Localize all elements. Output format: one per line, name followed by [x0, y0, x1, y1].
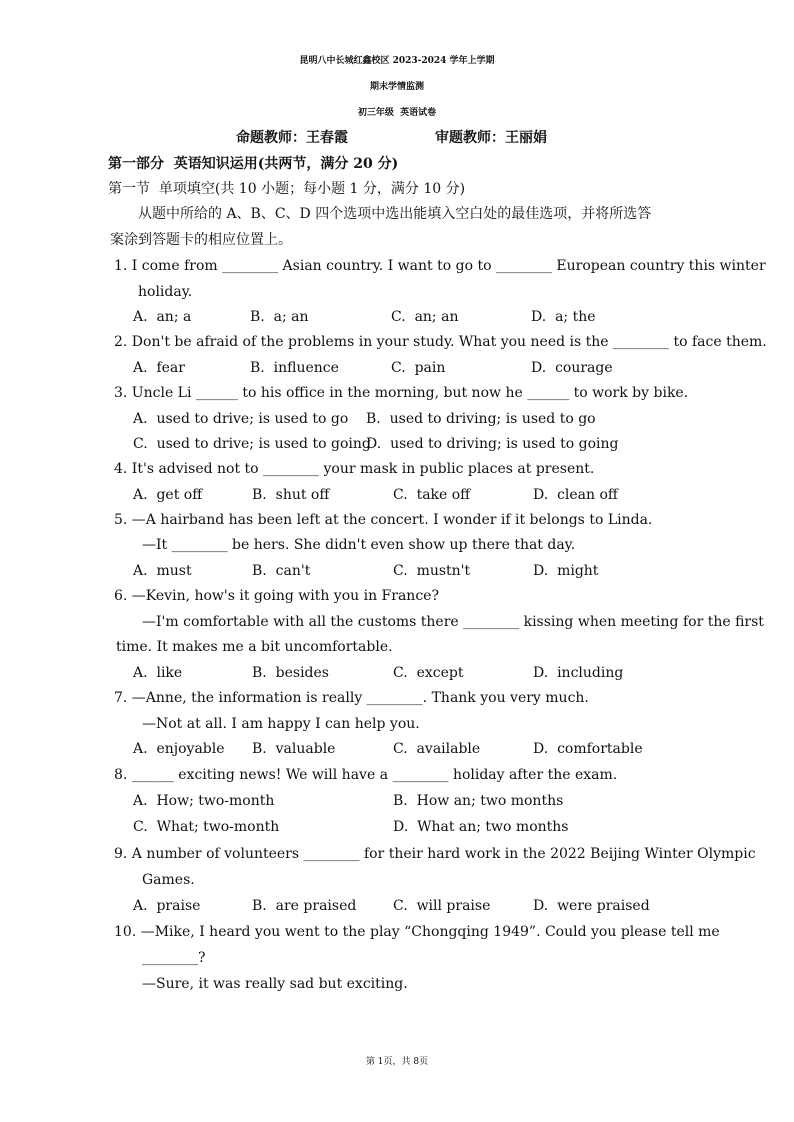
q4-option-b[interactable]: B. shut off [252, 487, 330, 503]
q2-option-c[interactable]: C. pain [391, 360, 446, 376]
question-9-text: 9. A number of volunteers ________ for their hard work in the 2022 Beijing Winter Olympic [114, 846, 756, 862]
exam-title: 期末学情监测 [369, 82, 424, 92]
q7-option-c[interactable]: C. available [393, 741, 481, 757]
q7-option-a[interactable]: A. enjoyable [133, 741, 225, 757]
q6-option-c[interactable]: C. except [393, 665, 464, 681]
q4-option-c[interactable]: C. take off [393, 487, 471, 503]
q3-option-a[interactable]: A. used to drive; is used to go [133, 411, 349, 427]
setter-name: 命题教师：王春霞 [236, 130, 348, 146]
question-1-cont: holiday. [138, 284, 193, 300]
q3-option-c[interactable]: C. used to drive; is used to going [133, 436, 371, 452]
q3-option-b[interactable]: B. used to driving; is used to go [366, 411, 596, 427]
q7-option-d[interactable]: D. comfortable [533, 741, 643, 757]
instruction-line-1: 从题中所给的 A、B、C、D 四个选项中选出能填入空白处的最佳选项，并将所选答 [138, 206, 652, 222]
q5-option-b[interactable]: B. can't [252, 563, 311, 579]
q5-option-d[interactable]: D. might [533, 563, 599, 579]
q1-option-b[interactable]: B. a; an [250, 309, 309, 325]
page-number: 第 1页，共 8页 [365, 1057, 429, 1067]
q4-option-d[interactable]: D. clean off [533, 487, 618, 503]
question-8-text: 8. ______ exciting news! We will have a ________ holiday after the exam. [114, 767, 618, 783]
question-6-cont-2: time. It makes me a bit uncomfortable. [116, 639, 393, 655]
q6-option-d[interactable]: D. including [533, 665, 624, 681]
q8-option-c[interactable]: C. What; two-month [133, 819, 280, 835]
q6-option-a[interactable]: A. like [133, 665, 183, 681]
q5-option-a[interactable]: A. must [133, 563, 192, 579]
q2-option-b[interactable]: B. influence [250, 360, 339, 376]
q6-option-b[interactable]: B. besides [252, 665, 329, 681]
question-6-text: 6. —Kevin, how's it going with you in France? [114, 588, 439, 604]
question-5-cont: —It ________ be hers. She didn't even show up there that day. [142, 537, 576, 553]
q9-option-d[interactable]: D. were praised [533, 898, 650, 914]
q4-option-a[interactable]: A. get off [133, 487, 203, 503]
question-2-text: 2. Don't be afraid of the problems in your study. What you need is the ________ to face them. [114, 334, 767, 350]
reviewer-name: 审题教师：王丽娟 [435, 130, 547, 146]
question-9-cont: Games. [142, 872, 195, 888]
q3-option-d[interactable]: D. used to driving; is used to going [366, 436, 619, 452]
question-5-text: 5. —A hairband has been left at the concert. I wonder if it belongs to Linda. [114, 512, 653, 528]
question-1-text: 1. I come from ________ Asian country. I want to go to ________ European country this winter [114, 258, 766, 274]
q5-option-c[interactable]: C. mustn't [393, 563, 471, 579]
q9-option-c[interactable]: C. will praise [393, 898, 491, 914]
q9-option-a[interactable]: A. praise [133, 898, 201, 914]
instruction-line-2: 案涂到答题卡的相应位置上。 [110, 232, 292, 248]
q2-option-d[interactable]: D. courage [531, 360, 613, 376]
q2-option-a[interactable]: A. fear [133, 360, 185, 376]
question-3-text: 3. Uncle Li ______ to his office in the morning, but now he ______ to work by bike. [114, 385, 689, 401]
q8-option-b[interactable]: B. How an; two months [393, 793, 564, 809]
question-6-cont: —I'm comfortable with all the customs there ________ kissing when meeting for the first [142, 614, 764, 630]
q7-option-b[interactable]: B. valuable [252, 741, 336, 757]
q8-option-a[interactable]: A. How; two-month [133, 793, 275, 809]
q1-option-c[interactable]: C. an; an [391, 309, 459, 325]
question-7-text: 7. —Anne, the information is really ________. Thank you very much. [114, 690, 589, 706]
question-7-cont: —Not at all. I am happy I can help you. [142, 716, 420, 732]
q1-option-a[interactable]: A. an; a [133, 309, 192, 325]
grade-title: 初三年级 英语试卷 [357, 108, 437, 118]
q1-option-d[interactable]: D. a; the [531, 309, 596, 325]
question-10-answer: —Sure, it was really sad but exciting. [142, 976, 408, 992]
question-10-text: 10. —Mike, I heard you went to the play “Chongqing 1949”. Could you please tell me [114, 924, 720, 940]
q8-option-d[interactable]: D. What an; two months [393, 819, 569, 835]
school-title: 昆明八中长城红鑫校区 2023-2024 学年上学期 [299, 56, 495, 66]
part-title: 第一部分 英语知识运用(共两节，满分 20 分) [108, 156, 399, 172]
question-4-text: 4. It's advised not to ________ your mask in public places at present. [114, 461, 595, 477]
q9-option-b[interactable]: B. are praised [252, 898, 357, 914]
section-title: 第一节 单项填空(共 10 小题；每小题 1 分，满分 10 分) [108, 181, 466, 197]
question-10-cont: ________? [142, 950, 206, 966]
